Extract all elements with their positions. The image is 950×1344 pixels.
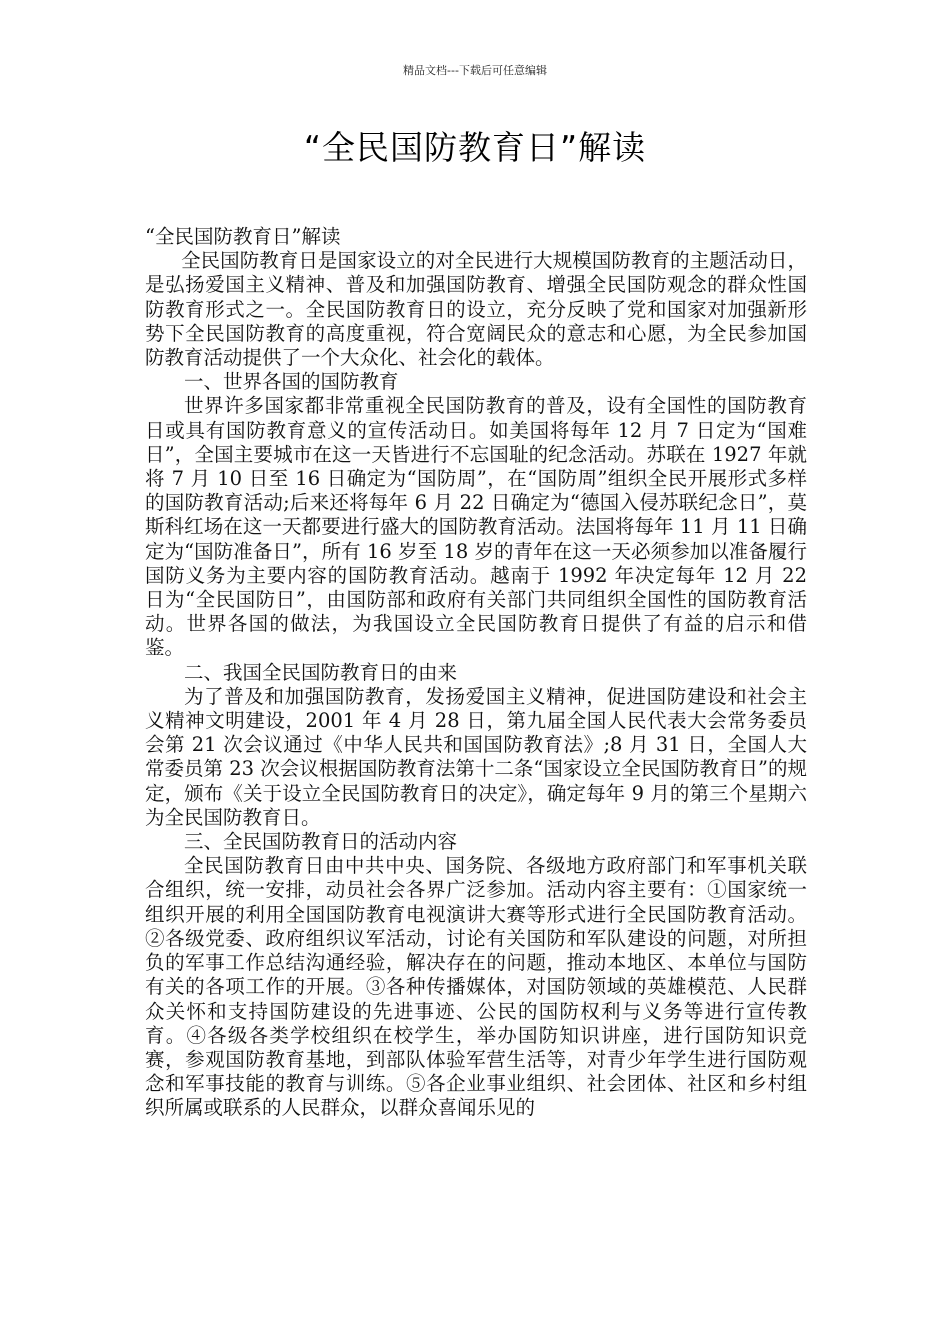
document-title: “全民国防教育日”解读 <box>303 128 647 167</box>
page-header: 精品文档---下载后可任意编辑 <box>403 64 547 77</box>
section-heading-3: 三、全民国防教育日的活动内容 <box>184 830 458 854</box>
document-body <box>145 225 807 1121</box>
inline-title-paragraph: “全民国防教育日”解读 <box>145 225 341 248</box>
intro-paragraph: 全民国防教育日是国家设立的对全民进行大规模国防教育的主题活动日，是弘扬爱国主义精神、普及和加强国防教育、增强全民国防观念的群众性国防教育形式之一。全民国防教育日的设立，充分反映了党和国家对加强新形势下全民国防教育的高度重视，符合宽阔民众的意志和心愿，为全民参加国防教育活动提供了一个大众化、社会化的载体。 <box>145 249 807 370</box>
section-heading-1: 一、世界各国的国防教育 <box>184 370 399 394</box>
section-1-paragraph: 世界许多国家都非常重视全民国防教育的普及，设有全国性的国防教育日或具有国防教育意义的宣传活动日。如美国将每年 12 月 7 日定为“国难日”，全国主要城市在这一天皆进行不忘国耻的纪念活动。苏联在 1927 年就将 7 月 10 日至 16 日确定为“国防周”，在“国防周”组织全民开展形式多样的国防教育活动;后来还将每年 6 月 22 日确定为“德国入侵苏联纪念日”，莫斯科红场在这一天都要进行盛大的国防教育活动。法国将每年 11 月 11 日确定为“国防准备日”，所有 16 岁至 18 岁的青年在这一天必须参加以准备履行国防义务为主要内容的国防教育活动。越南于 1992 年决定每年 12 月 22 日为“全民国防日”，由国防部和政府有关部门共同组织全国性的国防教育活动。世界各国的做法，为我国设立全民国防教育日提供了有益的启示和借鉴。 <box>145 394 807 660</box>
section-3-paragraph: 全民国防教育日由中共中央、国务院、各级地方政府部门和军事机关联合组织，统一安排，动员社会各界广泛参加。活动内容主要有：①国家统一组织开展的利用全国国防教育电视演讲大赛等形式进行全民国防教育活动。②各级党委、政府组织议军活动，讨论有关国防和军队建设的问题，对所担负的军事工作总结沟通经验，解决存在的问题，推动本地区、本单位与国防有关的各项工作的开展。③各种传播媒体，对国防领域的英雄模范、人民群众关怀和支持国防建设的先进事迹、公民的国防权利与义务等进行宣传教育。④各级各类学校组织在校学生，举办国防知识讲座，进行国防知识竞赛，参观国防教育基地，到部队体验军营生活等，对青少年学生进行国防观念和军事技能的教育与训练。⑤各企业事业组织、社会团体、社区和乡村组织所属或联系的人民群众，以群众喜闻乐见的 <box>145 854 807 1120</box>
section-heading-2: 二、我国全民国防教育日的由来 <box>184 660 458 684</box>
section-2-paragraph: 为了普及和加强国防教育，发扬爱国主义精神，促进国防建设和社会主义精神文明建设，2001 年 4 月 28 日，第九届全国人民代表大会常务委员会第 21 次会议通过《中华人民共和国国防教育法》;8 月 31 日，全国人大常委员第 23 次会议根据国防教育法第十二条“国家设立全民国防教育日”的规定，颁布《关于设立全民国防教育日的决定》，确定每年 9 月的第三个星期六为全民国防教育日。 <box>145 684 807 829</box>
